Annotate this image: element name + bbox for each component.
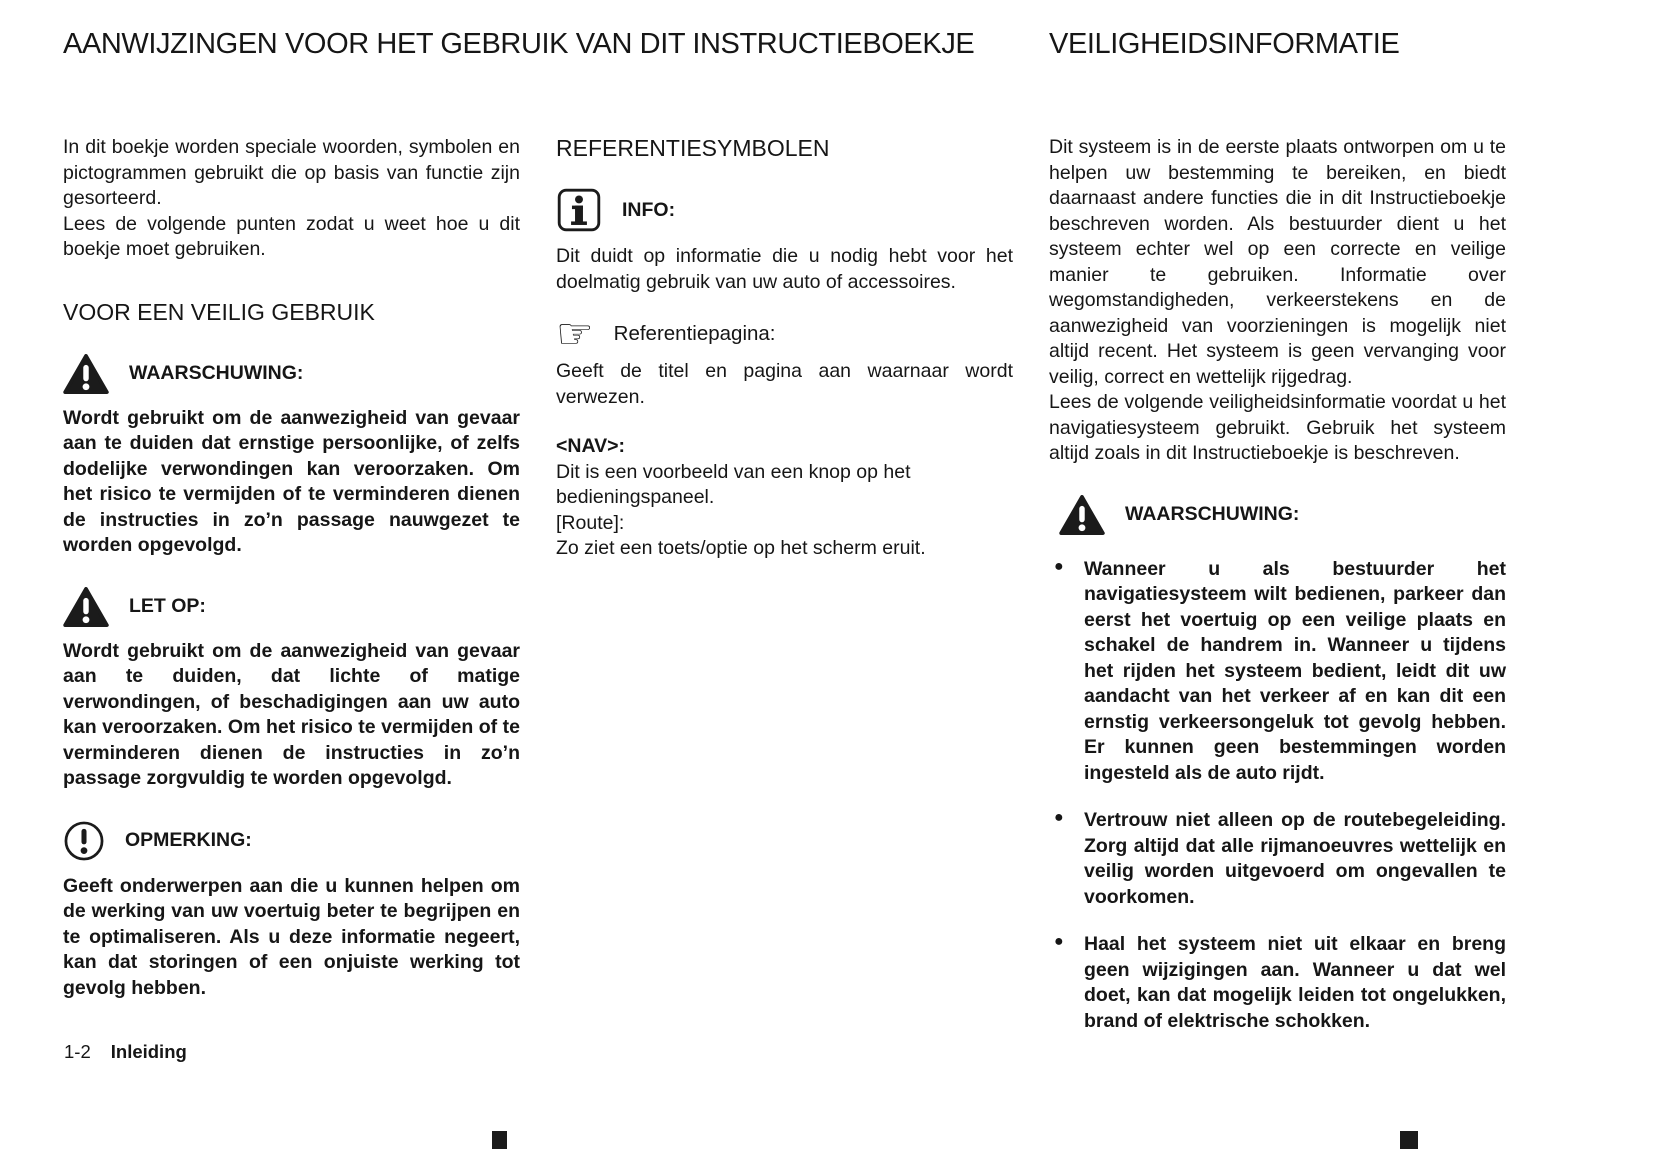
bullet-text: Haal het systeem niet uit elkaar en breng geen wijzigingen aan. Wanneer u dat wel doet, kan dat mogelijk leiden tot ongelukken, brand of elektrische schokken. <box>1084 933 1506 1032</box>
footer-chapter-title: Inleiding <box>110 1041 187 1062</box>
bullet-item <box>1049 557 1506 787</box>
section-heading-referentiesymbolen: REFERENTIESYMBOLEN <box>556 135 830 161</box>
info-label: INFO: <box>622 198 676 221</box>
note-label: OPMERKING: <box>125 829 252 851</box>
footer-page-number: 1-2 <box>64 1041 91 1062</box>
column-right <box>1049 135 1506 1034</box>
nav-example-body: Dit is een voorbeeld van een knop op het bedieningspaneel. <box>556 460 911 508</box>
bullet-icon: ● <box>1054 933 1064 950</box>
info-square-icon <box>556 188 602 232</box>
route-example-body: Zo ziet een toets/optie op het scherm eruit. <box>556 537 926 559</box>
reference-label: Referentiepagina: <box>613 322 776 345</box>
warning-triangle-icon <box>1059 495 1105 535</box>
safety-intro-paragraph-1: Dit systeem is in de eerste plaats ontworpen om u te helpen uw bestemming te bereiken, en biedt daarnaast andere functies die in dit Instructieboekje beschreven worden. Als bestuurder dient u het systeem echter wel op een correcte en veilige manier te gebruiken. Informatie over wegomstandigheden, verkeerstekens en de aanwezigheid van voorzieningen is mogelijk niet altijd recent. Het systeem is geen vervanging voor veilig, correct en wettelijk rijgedrag. <box>1049 136 1506 388</box>
warning-label: WAARSCHUWING: <box>129 362 304 384</box>
bullet-icon: ● <box>1054 557 1064 575</box>
warning-header <box>63 354 520 394</box>
left-intro-paragraph-1: In dit boekje worden speciale woorden, symbolen en pictogrammen gebruikt die op basis van functie zijn gesorteerd. <box>63 136 520 209</box>
bullet-icon: ● <box>1054 809 1064 826</box>
reference-header <box>556 309 1013 358</box>
caution-header <box>63 587 520 627</box>
safety-warning-label: WAARSCHUWING: <box>1125 503 1300 525</box>
reference-body: Geeft de titel en pagina aan waarnaar wordt verwezen. <box>556 360 1013 408</box>
section-heading-veilig-gebruik: VOOR EEN VEILIG GEBRUIK <box>63 298 375 325</box>
safety-warning-bullet-list <box>1049 557 1506 1035</box>
safety-intro-paragraph-2: Lees de volgende veiligheidsinformatie voordat u het navigatiesysteem gebruikt. Gebruik het systeem altijd zoals in dit Instructieboekje is beschreven. <box>1049 391 1506 464</box>
column-left <box>63 135 520 1001</box>
caution-label: LET OP: <box>129 595 206 617</box>
page-header <box>63 28 1653 61</box>
warning-body: Wordt gebruikt om de aanwezigheid van gevaar aan te duiden dat ernstige persoonlijke, of zelfs dodelijke verwondingen kan veroorzaken. Om het risico te vermijden of te verminderen dienen de instructies in zo’n passage nauwgezet te worden opgevolgd. <box>63 406 520 556</box>
bullet-item <box>1049 932 1506 1034</box>
content-columns <box>63 135 1653 1034</box>
page-title-right: VEILIGHEIDSINFORMATIE <box>1049 28 1400 60</box>
pointing-hand-icon: ☞ <box>556 309 594 358</box>
bullet-item <box>1049 808 1506 910</box>
thumb-tab-left <box>492 1131 507 1149</box>
thumb-tab-right <box>1400 1131 1418 1149</box>
safety-warning-header <box>1059 495 1506 535</box>
page-title-left: AANWIJZINGEN VOOR HET GEBRUIK VAN DIT INSTRUCTIEBOEKJE <box>63 28 975 60</box>
bullet-text: Vertrouw niet alleen op de routebegeleiding. Zorg altijd dat alle rijmanoeuvres wettelijk en veilig worden uitgevoerd om ongevallen te voorkomen. <box>1084 809 1506 908</box>
page-footer <box>64 1041 187 1063</box>
column-middle <box>556 135 1013 562</box>
bullet-text: Wanneer u als bestuurder het navigatiesysteem wilt bedienen, parkeer dan eerst het voertuig op een veilige plaats en schakel de handrem in. Wanneer u tijdens het rijden het systeem bedient, leidt dit uw aandacht van het verkeer af en kan dit een ernstig verkeersongeluk tot gevolg hebben. Er kunnen geen bestemmingen worden ingesteld als de auto rijdt. <box>1084 557 1506 784</box>
warning-triangle-icon <box>63 354 109 394</box>
left-intro-paragraph-2: Lees de volgende punten zodat u weet hoe u dit boekje moet gebruiken. <box>63 212 520 260</box>
note-header <box>63 820 520 862</box>
note-body: Geeft onderwerpen aan die u kunnen helpen om de werking van uw voertuig beter te begrijpen en te optimaliseren. Als u deze informatie negeert, kan dat storingen of een onjuiste werking tot gevolg hebben. <box>63 874 520 999</box>
warning-triangle-icon <box>63 587 109 627</box>
info-body: Dit duidt op informatie die u nodig hebt voor het doelmatig gebruik van uw auto of accessoires. <box>556 245 1013 293</box>
info-header <box>556 188 1013 232</box>
caution-body: Wordt gebruikt om de aanwezigheid van gevaar aan te duiden, dat lichte of matige verwondingen, of beschadigingen aan uw auto kan veroorzaken. Om het risico te vermijden of te verminderen dienen de instructies in zo’n passage zorgvuldig te worden opgevolgd. <box>63 639 520 789</box>
route-example-label: [Route]: <box>556 511 625 534</box>
exclamation-circle-icon <box>63 820 105 862</box>
nav-example-label: <NAV>: <box>556 435 625 457</box>
